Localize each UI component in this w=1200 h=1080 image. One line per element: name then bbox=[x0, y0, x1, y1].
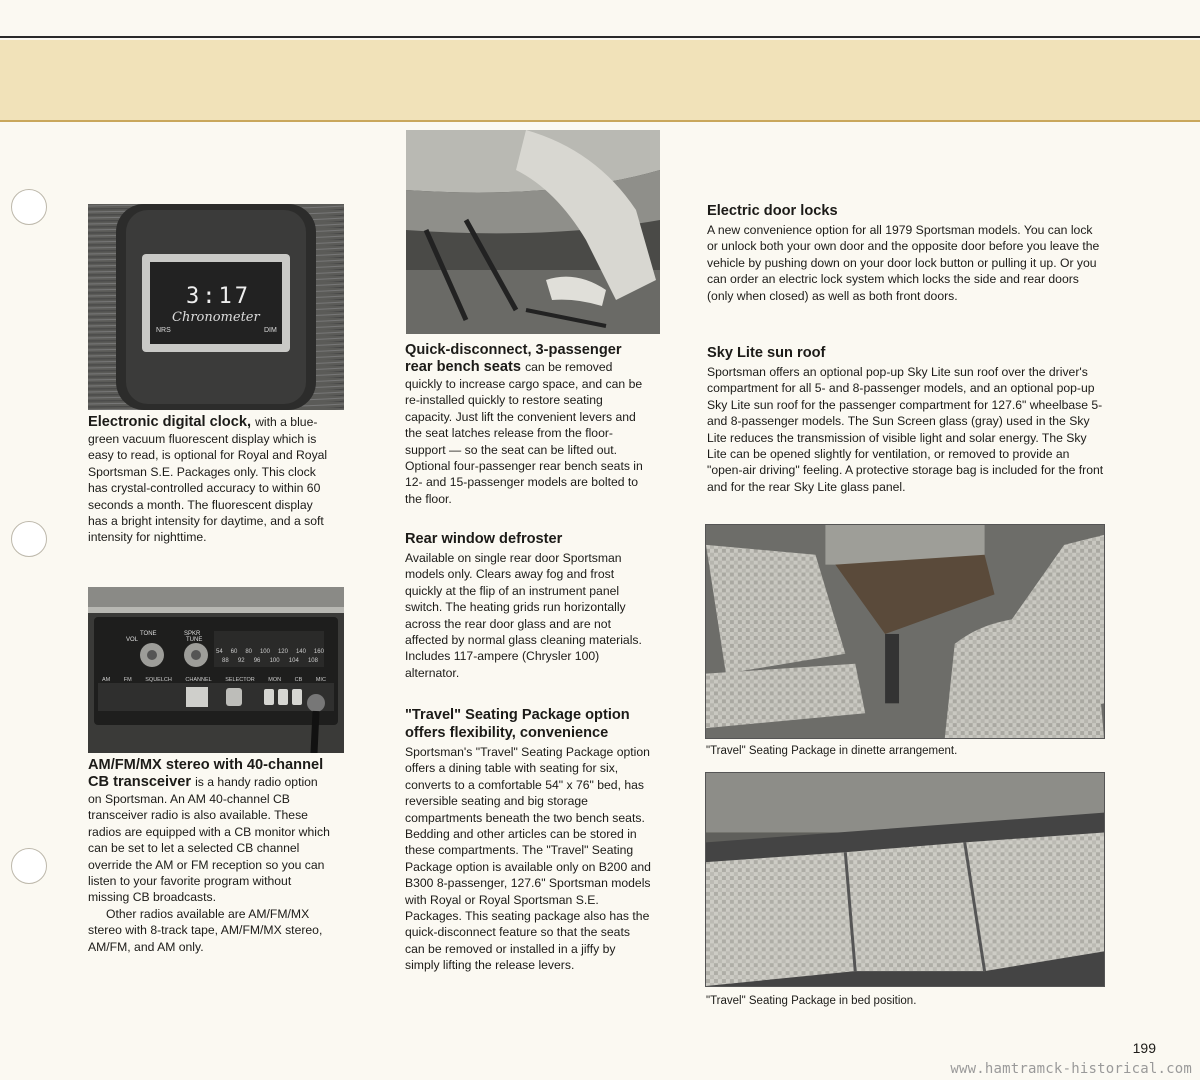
bench-text bbox=[405, 342, 651, 507]
sunroof-title: Sky Lite sun roof bbox=[707, 345, 826, 361]
stereo-control-label: AM bbox=[102, 677, 111, 683]
stereo-dial-number: 100 bbox=[269, 658, 280, 664]
stereo-dial-number: 92 bbox=[237, 658, 245, 664]
travel-text bbox=[405, 706, 651, 974]
stereo-knob-right-label-2: TUNE bbox=[186, 637, 203, 643]
bench-seat-photo bbox=[406, 130, 660, 334]
stereo-dial-number: 96 bbox=[253, 658, 261, 664]
top-rule bbox=[0, 36, 1200, 38]
stereo-photo bbox=[88, 587, 344, 753]
bed-caption: "Travel" Seating Package in bed position. bbox=[706, 995, 917, 1007]
clock-photo bbox=[88, 204, 344, 410]
header-band-rule bbox=[0, 120, 1200, 122]
stereo-control-label: CB bbox=[294, 677, 303, 683]
clock-body: with a blue-green vacuum fluorescent display which is easy to read, is optional for Royal and Royal Sportsman S.E. Packages only. This clock has crystal-controlled accuracy to within 60 seconds a month. The fluorescent display has a bright intensity for daytime, and a soft intensity for nighttime. bbox=[88, 415, 328, 545]
stereo-control-label: SELECTOR bbox=[225, 677, 255, 683]
stereo-knob-right-label: SPKR bbox=[184, 631, 201, 637]
sunroof-body: Sportsman offers an optional pop-up Sky Lite sun roof over the driver's compartment for all 5- and 8-passenger models, and an optional pop-up Sky Lite sun roof for the passenger compartment for 127.6" wheelbase 5- and 8-passenger models. The Sun Screen glass (gray) used in the Sky Lite reduces the transmission of visible light and solar energy. The Sky Lite can be opened slightly for ventilation, or removed to provide an "open-air driving" feeling. A protective storage bag is included for the front and for the rear Sky Lite glass panel. bbox=[707, 365, 1104, 494]
bench-title: Quick-disconnect, 3-passenger rear bench seats bbox=[405, 342, 622, 375]
stereo-dial-number: 104 bbox=[288, 658, 299, 664]
stereo-dial-scale bbox=[216, 649, 324, 655]
stereo-body: is a handy radio option on Sportsman. An AM 40-channel CB transceiver radio is also available. These radios are equipped with a CB monitor which can be set to let a selected CB channel override the AM or FM reception so you can listen to your favorite program without missing CB broadcasts. bbox=[88, 775, 330, 905]
locks-text bbox=[707, 202, 1105, 304]
stereo-text bbox=[88, 757, 334, 955]
travel-title: "Travel" Seating Package option offers flexibility, convenience bbox=[405, 707, 630, 741]
stereo-control-labels bbox=[102, 677, 326, 683]
stereo-control-label: CHANNEL bbox=[185, 677, 212, 683]
bed-photo bbox=[705, 772, 1105, 987]
stereo-knob-left-label: TONE bbox=[140, 631, 157, 637]
stereo-dial-scale-2 bbox=[222, 658, 318, 664]
page-number: 199 bbox=[1132, 1040, 1156, 1056]
stereo-title: AM/FM/MX stereo with 40-channel CB transceiver bbox=[88, 757, 324, 790]
locks-title: Electric door locks bbox=[707, 203, 838, 219]
clock-left-label: NRS bbox=[156, 327, 171, 334]
stereo-dial-number: 160 bbox=[313, 649, 324, 655]
stereo-control-label: FM bbox=[123, 677, 132, 683]
clock-brand: Chronometer bbox=[172, 310, 260, 325]
binder-hole-bottom bbox=[11, 848, 47, 884]
stereo-control-label: MON bbox=[268, 677, 282, 683]
clock-title: Electronic digital clock, bbox=[88, 414, 256, 430]
locks-body: A new convenience option for all 1979 Sportsman models. You can lock or unlock both your own door and the opposite door before you leave the vehicle by pushing down on your door lock button or pulling it up. Or you can order an electric lock system which locks the side and rear doors (only when closed) as well as both front doors. bbox=[707, 223, 1100, 303]
watermark: www.hamtramck-historical.com bbox=[950, 1061, 1192, 1077]
stereo-dial-number: 80 bbox=[245, 649, 252, 655]
stereo-dial-number: 120 bbox=[277, 649, 288, 655]
clock-right-label: DIM bbox=[264, 327, 277, 334]
bench-body: can be removed quickly to increase cargo space, and can be re-installed quickly to restore seating capacity. Just lift the convenient levers and the seat latches release from the floor-support — so the seat can be lifted out. Optional four-passenger rear bench seats in 12- and 15-passenger models are bolted to the floor. bbox=[405, 360, 643, 506]
binder-hole-middle bbox=[11, 521, 47, 557]
clock-text bbox=[88, 414, 328, 546]
sunroof-text bbox=[707, 344, 1105, 495]
binder-hole-top bbox=[11, 189, 47, 225]
stereo-dial-number: 140 bbox=[295, 649, 306, 655]
stereo-knob-left-label-2: VOL bbox=[126, 637, 139, 643]
clock-time: 3:17 bbox=[186, 284, 251, 309]
stereo-dial-number: 108 bbox=[307, 658, 318, 664]
stereo-dial-number: 88 bbox=[222, 658, 229, 664]
defroster-text bbox=[405, 530, 651, 681]
defroster-body: Available on single rear door Sportsman models only. Clears away fog and frost quickly at the flip of an instrument panel switch. The heating grids run horizontally across the rear door glass and are not affected by normal glass cleaning materials. Includes 117-ampere (Chrysler 100) alternator. bbox=[405, 551, 642, 680]
stereo-dial-number: 100 bbox=[259, 649, 270, 655]
stereo-dial-number: 54 bbox=[216, 649, 223, 655]
stereo-dial-number: 60 bbox=[230, 649, 238, 655]
stereo-control-label: SQUELCH bbox=[145, 677, 172, 683]
stereo-control-label: MIC bbox=[315, 677, 326, 683]
defroster-title: Rear window defroster bbox=[405, 531, 563, 547]
dinette-caption: "Travel" Seating Package in dinette arrangement. bbox=[706, 745, 958, 757]
travel-body: Sportsman's "Travel" Seating Package option offers a dining table with seating for six, converts to a comfortable 54" x 76" bed, has reversible seating and big storage compartments beneath the two bench seats. Bedding and other articles can be stored in these compartments. The "Travel" Seating Package option is available only on B200 and B300 8-passenger, 127.6" Sportsman models with Royal or Royal Sportsman S.E. Packages. This seating package also has the quick-disconnect feature so that the seats can be removed or installed in a jiffy by simply lifting the release levers. bbox=[405, 745, 651, 973]
dinette-photo bbox=[705, 524, 1105, 739]
header-band bbox=[0, 40, 1200, 120]
stereo-body-2: Other radios available are AM/FM/MX stereo with 8-track tape, AM/FM/MX stereo, AM/FM, and AM only. bbox=[88, 906, 323, 954]
